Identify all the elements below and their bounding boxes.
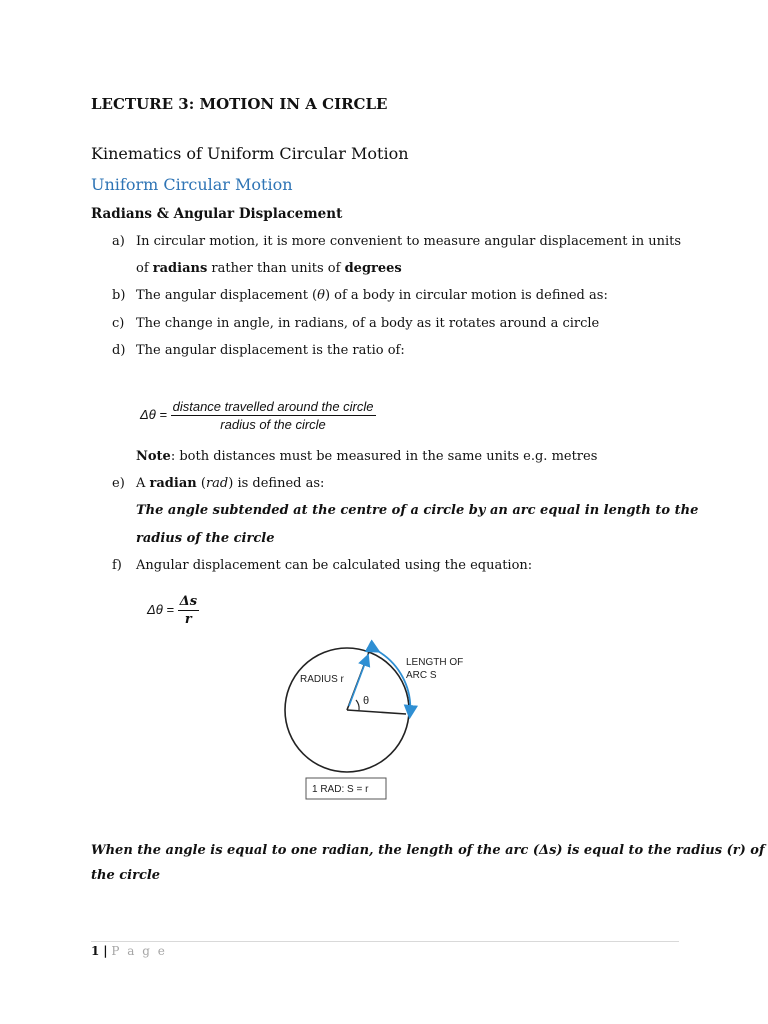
radian-definition-line2: radius of the circle xyxy=(136,531,275,546)
definition-box-label: 1 RAD: S = r xyxy=(312,784,369,795)
formula-arc xyxy=(147,594,199,627)
formula-ratio-numerator: distance travelled around the circle xyxy=(172,399,374,414)
note-label: Note xyxy=(136,449,171,464)
page-word: P a g e xyxy=(111,944,167,958)
formula-ratio-lhs: Δθ = xyxy=(140,406,167,422)
topic-title: Radians & Angular Displacement xyxy=(91,206,343,222)
degrees-term: degrees xyxy=(344,261,402,276)
radius-label: RADIUS r xyxy=(300,674,344,685)
footer-divider xyxy=(91,941,679,942)
item-f-text: Angular displacement can be calculated using the equation: xyxy=(136,558,533,573)
second-radius-line xyxy=(347,710,406,714)
lecture-title: LECTURE 3: MOTION IN A CIRCLE xyxy=(91,95,388,113)
item-f-marker: f) xyxy=(112,558,122,573)
radian-definition-line1: The angle subtended at the centre of a circle by an arc equal in length to the xyxy=(136,503,699,518)
theta-label: θ xyxy=(363,695,370,707)
item-d-text: The angular displacement is the ratio of: xyxy=(136,343,405,358)
arc-length-label-line1: LENGTH OF xyxy=(406,657,464,668)
subsection-title: Uniform Circular Motion xyxy=(91,175,293,194)
footer-separator: | xyxy=(103,944,108,958)
arc-length-label-line2: ARC S xyxy=(406,670,437,681)
formula-ratio xyxy=(140,399,376,432)
item-d-marker: d) xyxy=(112,343,126,358)
page-footer xyxy=(91,944,167,958)
item-a-line1: In circular motion, it is more convenient to measure angular displacement in units xyxy=(136,234,682,249)
item-e-marker: e) xyxy=(112,476,125,491)
conclusion-line2: the circle xyxy=(91,868,161,883)
item-a-line2: of radians rather than units of degrees xyxy=(136,261,402,276)
item-b-marker: b) xyxy=(112,288,126,303)
page-number: 1 xyxy=(91,944,100,958)
item-c-marker: c) xyxy=(112,316,125,331)
item-a-marker: a) xyxy=(112,234,125,249)
radian-diagram xyxy=(270,636,490,806)
angle-arc xyxy=(356,700,359,710)
section-title: Kinematics of Uniform Circular Motion xyxy=(91,144,409,163)
formula-arc-lhs: Δθ = xyxy=(147,601,174,617)
conclusion-line1: When the angle is equal to one radian, the length of the arc (Δs) is equal to the radius (r) of xyxy=(91,843,765,858)
item-b-text: The angular displacement (θ) of a body in circular motion is defined as: xyxy=(136,288,608,303)
radians-term: radians xyxy=(152,261,208,276)
item-c-text: The change in angle, in radians, of a body as it rotates around a circle xyxy=(136,316,600,331)
item-e-text: A radian (rad) is defined as: xyxy=(136,476,325,491)
formula-arc-denominator: r xyxy=(184,612,192,627)
formula-arc-numerator: Δs xyxy=(179,594,198,609)
note: Note: both distances must be measured in the same units e.g. metres xyxy=(136,449,598,464)
formula-ratio-denominator: radius of the circle xyxy=(220,417,326,432)
theta-symbol: θ xyxy=(317,288,325,303)
